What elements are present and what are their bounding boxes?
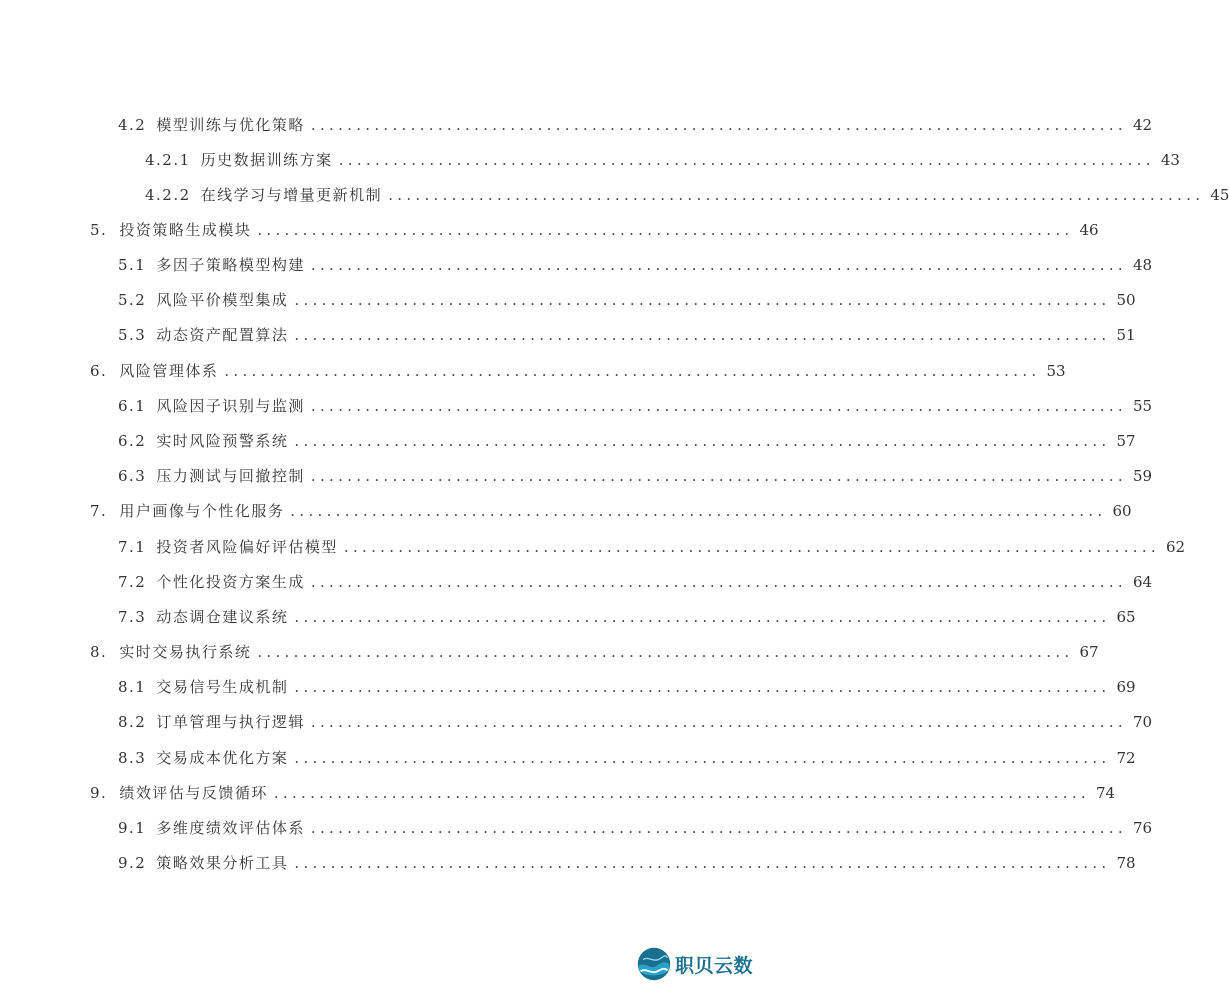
toc-entry-title: 用户画像与个性化服务 [119, 502, 285, 520]
toc-entry-number: 6.1 [118, 397, 147, 415]
toc-entry-number: 9. [90, 784, 108, 802]
toc-entry-title: 交易信号生成机制 [156, 678, 289, 696]
toc-entry-title: 交易成本优化方案 [156, 749, 289, 767]
toc-entry-number: 4.2 [118, 116, 147, 134]
dot-leader: .......................................................................................... [310, 819, 1127, 837]
toc-entry-page: 50 [1116, 291, 1136, 309]
toc-entry[interactable] [118, 818, 1153, 838]
toc-entry[interactable] [90, 642, 1099, 662]
toc-entry-page: 48 [1133, 256, 1153, 274]
dot-leader: .......................................................................................... [294, 749, 1111, 767]
toc-entry[interactable] [118, 537, 1186, 557]
toc-entry-page: 69 [1116, 678, 1136, 696]
toc-entry[interactable] [118, 396, 1153, 416]
toc-entry-page: 67 [1079, 643, 1099, 661]
toc-entry-title: 动态资产配置算法 [156, 326, 289, 344]
toc-entry[interactable] [118, 115, 1153, 135]
toc-entry-title: 历史数据训练方案 [200, 151, 333, 169]
toc-entry[interactable] [118, 677, 1136, 697]
toc-entry[interactable] [118, 431, 1136, 451]
dot-leader: .......................................................................................... [273, 784, 1090, 802]
toc-entry-number: 7. [90, 502, 108, 520]
toc-entry-page: 55 [1133, 397, 1153, 415]
toc-entry-page: 42 [1133, 116, 1153, 134]
toc-entry-page: 59 [1133, 467, 1153, 485]
toc-entry-number: 7.1 [118, 538, 147, 556]
toc-entry[interactable] [145, 185, 1229, 205]
toc-entry-title: 实时风险预警系统 [156, 432, 289, 450]
toc-entry[interactable] [118, 607, 1136, 627]
toc-entry[interactable] [145, 150, 1180, 170]
toc-entry-title: 个性化投资方案生成 [156, 573, 305, 591]
toc-entry-title: 风险管理体系 [119, 362, 219, 380]
toc-entry-number: 5.1 [118, 256, 147, 274]
toc-entry-page: 57 [1116, 432, 1136, 450]
toc-entry-title: 风险因子识别与监测 [156, 397, 305, 415]
dot-leader: .......................................................................................... [310, 256, 1127, 274]
dot-leader: .......................................................................................... [294, 678, 1111, 696]
toc-entry-title: 投资策略生成模块 [119, 221, 252, 239]
toc-entry-page: 53 [1046, 362, 1066, 380]
toc-entry[interactable] [90, 783, 1116, 803]
toc-entry-title: 动态调仓建议系统 [156, 608, 289, 626]
dot-leader: .......................................................................................... [343, 538, 1160, 556]
toc-entry[interactable] [118, 466, 1153, 486]
watermark-logo [636, 944, 761, 984]
toc-entry-page: 62 [1166, 538, 1186, 556]
toc-entry-title: 在线学习与增量更新机制 [200, 186, 383, 204]
toc-entry[interactable] [118, 290, 1136, 310]
toc-entry-title: 订单管理与执行逻辑 [156, 713, 305, 731]
dot-leader: .......................................................................................... [294, 326, 1111, 344]
toc-entry-number: 8.3 [118, 749, 147, 767]
toc-entry-title: 模型训练与优化策略 [156, 116, 305, 134]
dot-leader: .......................................................................................... [310, 713, 1127, 731]
toc-entry[interactable] [118, 325, 1136, 345]
toc-entry-title: 风险平价模型集成 [156, 291, 289, 309]
toc-entry-page: 51 [1116, 326, 1136, 344]
toc-entry-page: 76 [1133, 819, 1153, 837]
toc-entry-number: 9.2 [118, 854, 147, 872]
toc-entry-page: 60 [1112, 502, 1132, 520]
toc-entry-page: 46 [1079, 221, 1099, 239]
toc-entry[interactable] [90, 361, 1066, 381]
toc-entry-number: 6.3 [118, 467, 147, 485]
toc-entry[interactable] [118, 572, 1153, 592]
toc-entry-number: 6. [90, 362, 108, 380]
toc-entry-number: 9.1 [118, 819, 147, 837]
toc-entry-title: 策略效果分析工具 [156, 854, 289, 872]
toc-entry[interactable] [90, 220, 1099, 240]
dot-leader: .......................................................................................... [338, 151, 1155, 169]
toc-entry[interactable] [118, 255, 1153, 275]
dot-leader: .......................................................................................... [294, 291, 1111, 309]
dot-leader: .......................................................................................... [224, 362, 1041, 380]
toc-entry-number: 4.2.2 [145, 186, 191, 204]
toc-entry-page: 64 [1133, 573, 1153, 591]
toc-entry-page: 43 [1160, 151, 1180, 169]
dot-leader: .......................................................................................... [310, 397, 1127, 415]
toc-entry-number: 7.3 [118, 608, 147, 626]
toc-entry-title: 多维度绩效评估体系 [156, 819, 305, 837]
toc-entry-number: 7.2 [118, 573, 147, 591]
dot-leader: .......................................................................................... [294, 854, 1111, 872]
globe-logo-icon [636, 946, 672, 982]
dot-leader: .......................................................................................... [294, 608, 1111, 626]
toc-entry-page: 65 [1116, 608, 1136, 626]
toc-entry-page: 78 [1116, 854, 1136, 872]
toc-entry-number: 5. [90, 221, 108, 239]
toc-entry-title: 压力测试与回撤控制 [156, 467, 305, 485]
toc-entry-number: 5.2 [118, 291, 147, 309]
dot-leader: .......................................................................................... [257, 643, 1074, 661]
toc-entry-page: 74 [1095, 784, 1116, 802]
toc-entry-page: 72 [1116, 749, 1136, 767]
dot-leader: .......................................................................................... [388, 186, 1205, 204]
toc-entry-number: 5.3 [118, 326, 147, 344]
dot-leader: .......................................................................................... [294, 432, 1111, 450]
toc-entry-number: 4.2.1 [145, 151, 191, 169]
toc-entry-number: 8.1 [118, 678, 147, 696]
dot-leader: .......................................................................................... [310, 116, 1127, 134]
toc-entry[interactable] [90, 501, 1132, 521]
toc-entry-title: 实时交易执行系统 [119, 643, 252, 661]
toc-entry[interactable] [118, 712, 1153, 732]
toc-entry[interactable] [118, 748, 1136, 768]
toc-entry-page: 45 [1210, 186, 1229, 204]
toc-entry-number: 8.2 [118, 713, 147, 731]
toc-entry[interactable] [118, 853, 1136, 873]
toc-entry-title: 多因子策略模型构建 [156, 256, 305, 274]
toc-entry-title: 投资者风险偏好评估模型 [156, 538, 338, 556]
toc-entry-page: 70 [1133, 713, 1153, 731]
dot-leader: .......................................................................................... [257, 221, 1074, 239]
brand-name: 职贝云数 [675, 954, 754, 977]
dot-leader: .......................................................................................... [310, 467, 1127, 485]
toc-entry-number: 8. [90, 643, 108, 661]
dot-leader: .......................................................................................... [310, 573, 1127, 591]
dot-leader: .......................................................................................... [290, 502, 1107, 520]
toc-entry-number: 6.2 [118, 432, 147, 450]
toc-entry-title: 绩效评估与反馈循环 [119, 784, 268, 802]
